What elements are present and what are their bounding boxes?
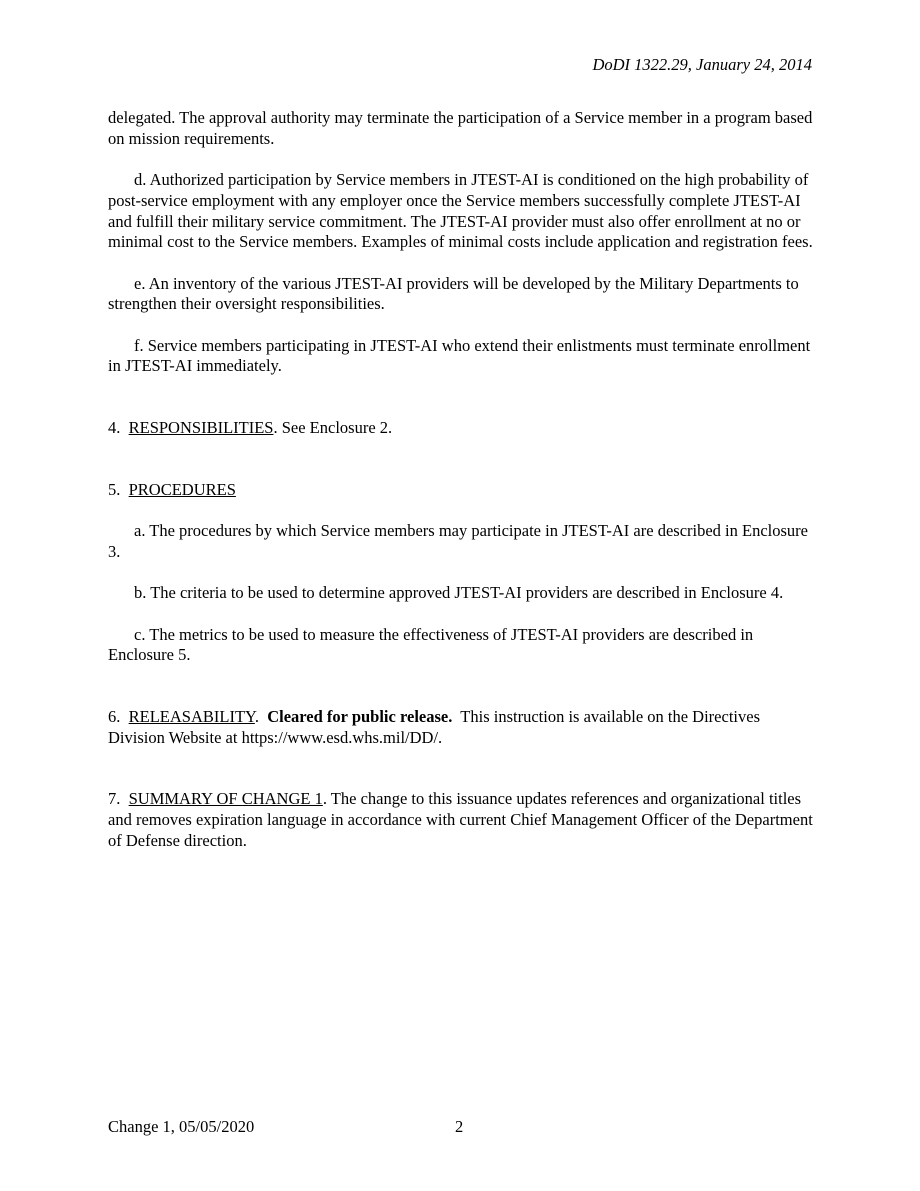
footer-change: Change 1, 05/05/2020 bbox=[108, 1117, 255, 1136]
page-number: 2 bbox=[455, 1117, 464, 1136]
paragraph-f: f. Service members participating in JTEST-AI who extend their enlistments must terminate enrollment in JTEST-AI immediately. bbox=[108, 335, 811, 376]
section-4-text: . See Enclosure 2. bbox=[273, 418, 393, 438]
section-6-title: RELEASABILITY bbox=[128, 707, 255, 727]
section-5-paragraph-b: b. The criteria to be used to determine approved JTEST-AI providers are described in Enclosure 4. bbox=[134, 583, 784, 603]
paragraph-e: e. An inventory of the various JTEST-AI providers will be developed by the Military Departments to strengthen their oversight responsibilities. bbox=[108, 273, 799, 314]
section-5 bbox=[108, 480, 813, 501]
section-4-number: 4. bbox=[108, 418, 121, 438]
section-7 bbox=[108, 789, 813, 851]
section-6-separator: . bbox=[254, 707, 268, 727]
section-7-number: 7. bbox=[108, 789, 121, 809]
section-4 bbox=[108, 418, 813, 439]
section-6-text: This instruction is available on the Directives Division Website at https://www.esd.whs.mil/DD/. bbox=[108, 707, 765, 747]
paragraph-d: d. Authorized participation by Service members in JTEST-AI is conditioned on the high probability of post-service employment with any employer once the Service members successfully complete JTEST-AI and fulfill their military service commitment. The JTEST-AI provider must also offer enrollment at no or minimal cost to the Service members. Examples of minimal costs include application and registration fees. bbox=[108, 170, 813, 252]
section-6 bbox=[108, 707, 813, 748]
section-5-paragraph-c: c. The metrics to be used to measure the effectiveness of JTEST-AI providers are described in Enclosure 5. bbox=[108, 624, 754, 665]
paragraph-delegated: delegated. The approval authority may terminate the participation of a Service member in a program based on mission requirements. bbox=[108, 108, 813, 148]
section-5-paragraph-a: a. The procedures by which Service members may participate in JTEST-AI are described in Enclosure 3. bbox=[108, 521, 808, 561]
section-7-text: . The change to this issuance updates references and organizational titles and removes expiration language in accordance with current Chief Management Officer of the Department of Defense direction. bbox=[108, 789, 813, 850]
section-7-title: SUMMARY OF CHANGE 1 bbox=[128, 789, 323, 809]
section-5-number: 5. bbox=[108, 479, 121, 499]
section-6-number: 6. bbox=[108, 707, 121, 727]
section-6-cleared: Cleared for public release. bbox=[267, 707, 453, 727]
section-5-title: PROCEDURES bbox=[128, 479, 236, 499]
document-body bbox=[108, 108, 813, 872]
document-header: DoDI 1322.29, January 24, 2014 bbox=[592, 55, 812, 74]
section-4-title: RESPONSIBILITIES bbox=[128, 418, 274, 438]
